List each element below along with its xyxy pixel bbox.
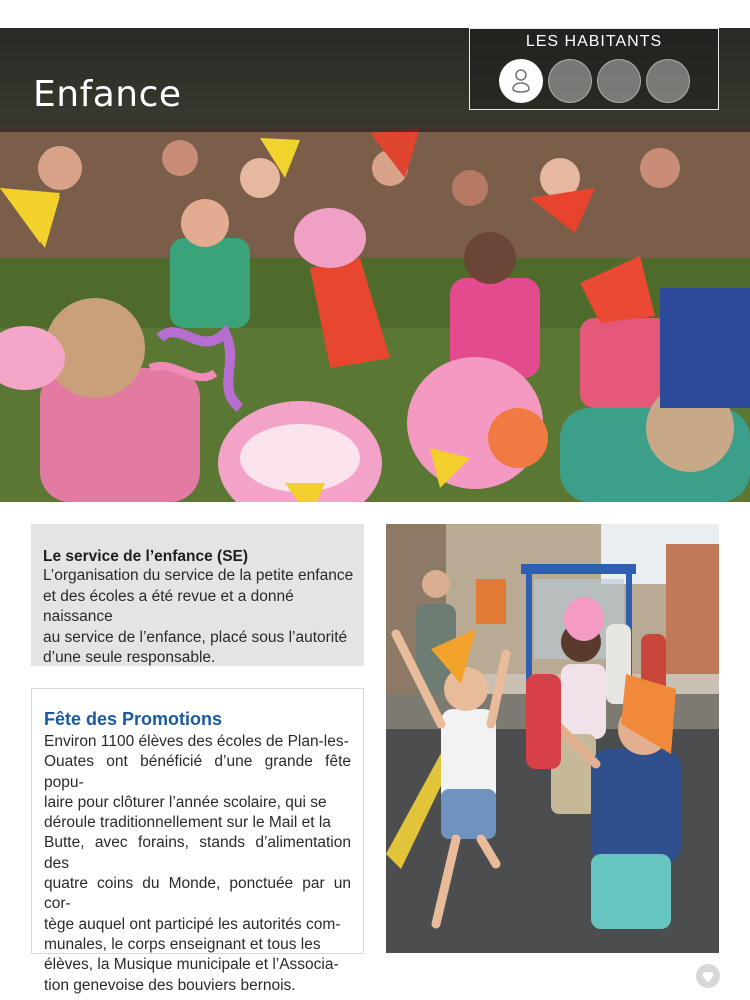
parade-photo <box>386 524 719 953</box>
service-text <box>43 566 355 669</box>
service-enfance-box <box>31 524 364 666</box>
fete-line: élèves, la Musique municipale et l’Associa- <box>44 956 339 974</box>
service-heading: Le service de l’enfance (SE) <box>43 548 249 565</box>
fete-promotions-box <box>31 688 364 994</box>
service-line: et des écoles a été revue et a donné naissance <box>43 587 294 625</box>
service-line: d’une seule responsable. <box>43 649 216 666</box>
service-line: au service de l’enfance, placé sous l’autorité <box>43 628 348 646</box>
fete-line: laire pour clôturer l’année scolaire, qui se <box>44 793 327 811</box>
section-label: LES HABITANTS <box>525 33 663 50</box>
fete-line: Ouates ont bénéficié d’une grande fête popu- <box>44 753 351 791</box>
page-title: Enfance <box>33 74 182 115</box>
fete-text <box>44 732 351 996</box>
fete-heading: Fête des Promotions <box>44 709 223 729</box>
fete-line: Butte, avec forains, stands d’alimentation des <box>44 834 351 872</box>
fete-line: déroule traditionnellement sur le Mail et la <box>44 814 331 832</box>
community-icon[interactable] <box>646 59 690 103</box>
section-nav <box>469 28 719 110</box>
fete-line: tège auquel ont participé les autorités com- <box>44 915 341 933</box>
fete-line: quatre coins du Monde, ponctuée par un cor- <box>44 875 351 913</box>
baby-icon[interactable] <box>499 59 543 103</box>
fete-line: munales, le corps enseignant et tous les <box>44 935 321 953</box>
fete-line: tion genevoise des bouviers bernois. <box>44 976 296 994</box>
senior-icon[interactable] <box>548 59 592 103</box>
parade-photo-scene <box>386 524 719 953</box>
fete-line: Environ 1100 élèves des écoles de Plan-les- <box>44 733 349 750</box>
family-icon[interactable] <box>597 59 641 103</box>
heart-icon[interactable] <box>696 964 720 988</box>
service-line: L’organisation du service de la petite enfance <box>43 567 354 584</box>
